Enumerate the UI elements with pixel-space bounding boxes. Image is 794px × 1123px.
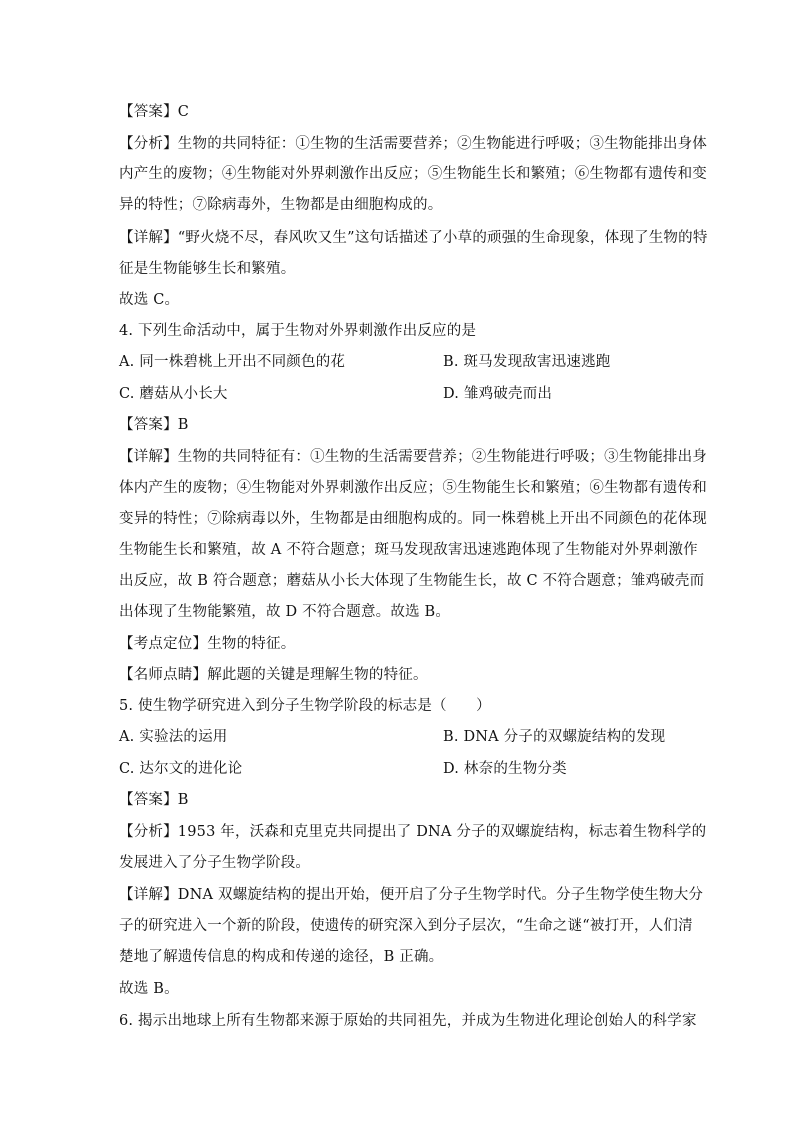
answer-line: 【答案】B bbox=[119, 792, 189, 808]
question-4: 4. 下列生命活动中，属于生物对外界刺激作出反应的是 bbox=[119, 323, 477, 339]
text-line: 楚地了解遗传信息的构成和传递的途径，B 正确。 bbox=[119, 949, 444, 965]
analysis-line: 【分析】1953 年，沃森和克里克共同提出了 DNA 分子的双螺旋结构，标志着生物科学的 bbox=[119, 824, 707, 840]
answer-line: 【答案】B bbox=[119, 417, 189, 433]
detail-line: 【详解】DNA 双螺旋结构的提出开始，便开启了分子生物学时代。分子生物学使生物大分 bbox=[119, 887, 704, 903]
text-line: 生物能生长和繁殖，故 A 不符合题意；斑马发现敌害迅速逃跑体现了生物能对外界刺激作 bbox=[119, 542, 698, 558]
option-c: C. 蘑菇从小长大 bbox=[119, 386, 228, 402]
analysis-line: 【分析】生物的共同特征：①生物的生活需要营养；②生物能进行呼吸；③生物能排出身体 bbox=[119, 136, 707, 152]
option-d: D. 雏鸡破壳而出 bbox=[443, 386, 553, 402]
detail-line: 【详解】生物的共同特征有：①生物的生活需要营养；②生物能进行呼吸；③生物能排出身 bbox=[119, 449, 707, 465]
text-line: 体内产生的废物；④生物能对外界刺激作出反应；⑤生物能生长和繁殖；⑥生物都有遗传和 bbox=[119, 480, 707, 496]
text-line: 发展进入了分子生物学阶段。 bbox=[119, 855, 311, 871]
text-line: 征是生物能够生长和繁殖。 bbox=[119, 261, 296, 277]
conclusion-line: 故选 B。 bbox=[119, 981, 179, 997]
answer-line: 【答案】C bbox=[119, 104, 190, 120]
detail-line: 【详解】“野火烧不尽，春风吹又生”这句话描述了小草的顽强的生命现象，体现了生物的特 bbox=[119, 230, 708, 246]
conclusion-line: 故选 C。 bbox=[119, 292, 180, 308]
teacher-note-line: 【名师点睛】解此题的关键是理解生物的特征。 bbox=[119, 667, 428, 683]
option-b: B. DNA 分子的双螺旋结构的发现 bbox=[443, 729, 666, 745]
text-line: 内产生的废物；④生物能对外界刺激作出反应；⑤生物能生长和繁殖；⑥生物都有遗传和变 bbox=[119, 166, 707, 182]
text-line: 异的特性；⑦除病毒外，生物都是由细胞构成的。 bbox=[119, 197, 443, 213]
text-line: 出反应，故 B 符合题意；蘑菇从小长大体现了生物能生长，故 C 不符合题意；雏鸡破壳而 bbox=[119, 573, 705, 589]
text-line: 子的研究进入一个新的阶段，使遗传的研究深入到分子层次，“生命之谜“被打开，人们清 bbox=[119, 918, 693, 934]
option-b: B. 斑马发现敌害迅速逃跑 bbox=[443, 354, 611, 370]
text-line: 变异的特性；⑦除病毒以外，生物都是由细胞构成的。同一株碧桃上开出不同颜色的花体现 bbox=[119, 511, 707, 527]
option-c: C. 达尔文的进化论 bbox=[119, 761, 243, 777]
question-6: 6. 揭示出地球上所有生物都来源于原始的共同祖先，并成为生物进化理论创始人的科学家 bbox=[119, 1013, 697, 1029]
option-a: A. 实验法的运用 bbox=[119, 729, 228, 745]
option-d: D. 林奈的生物分类 bbox=[443, 761, 567, 777]
question-5: 5. 使生物学研究进入到分子生物学阶段的标志是（ ） bbox=[119, 698, 491, 714]
text-line: 出体现了生物能繁殖，故 D 不符合题意。故选 B。 bbox=[119, 604, 451, 620]
option-a: A. 同一株碧桃上开出不同颜色的花 bbox=[119, 354, 346, 370]
key-point-line: 【考点定位】生物的特征。 bbox=[119, 636, 296, 652]
